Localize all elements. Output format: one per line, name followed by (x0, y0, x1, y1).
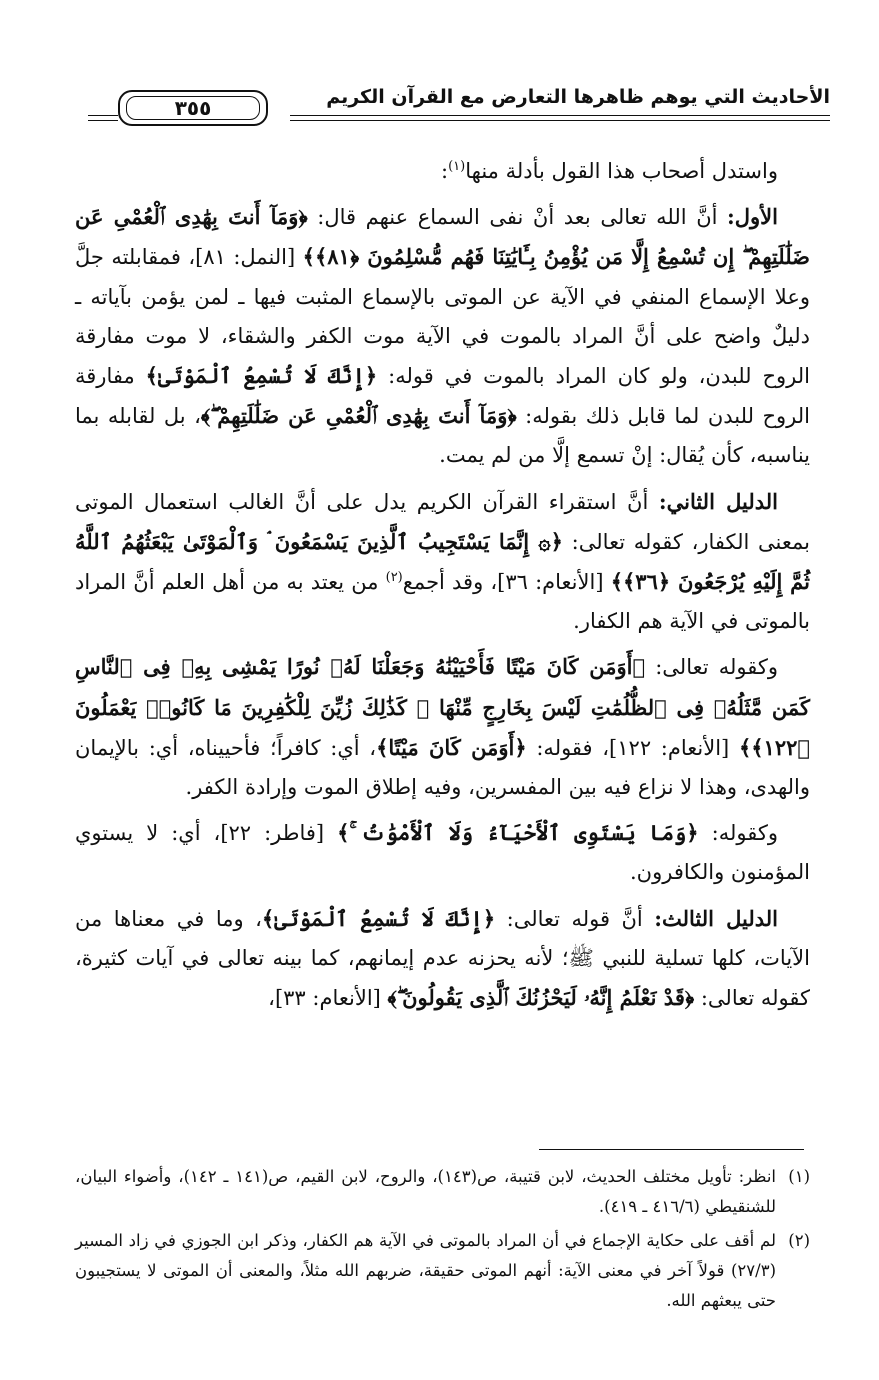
quran-verse: ﴿إِنَّكَ لَا تُسْمِعُ ٱلْمَوْتَىٰ﴾ (145, 363, 378, 389)
footnote-number: (٢) (788, 1231, 810, 1250)
quran-verse: ﴿إِنَّكَ لَا تُسْمِعُ ٱلْمَوْتَىٰ﴾ (261, 905, 496, 931)
text-run: أنَّ قوله تعالى: (495, 906, 655, 931)
text-run: [الأنعام: ٣٦]، وقد أجمع (402, 570, 611, 595)
footnote-ref[interactable]: (١) (448, 159, 466, 174)
text-run: أنَّ استقراء القرآن الكريم يدل على أنَّ الغالب استعمال الموتى بمعنى الكفار، كقوله تعالى: (75, 489, 810, 554)
page-number: ٣٥٥ (126, 96, 260, 120)
header-rule (290, 120, 830, 121)
text-run: [الأنعام: ٣٣]، (268, 986, 388, 1011)
text-run: : (441, 159, 449, 183)
footnote-separator (539, 1149, 804, 1150)
quran-verse: ﴿وَمَا يَسْتَوِى ٱلْأَحْيَآءُ وَلَا ٱلْأَمْوَٰتُ ۚ﴾ (337, 820, 699, 846)
header-title: الأحاديث التي يوهم ظاهرها التعارض مع القرآن الكريم (326, 86, 830, 108)
page-number-frame (118, 90, 268, 126)
paragraph-second-proof-cont2 (75, 813, 810, 892)
footnotes (75, 1162, 810, 1320)
text-run: مفارقة الروح للبدن لما قابل ذلك بقوله: (75, 364, 810, 429)
quran-verse: ﴿قَدْ نَعْلَمُ إِنَّهُۥ لَيَحْزُنُكَ ٱلَّذِى يَقُولُونَ ۖ﴾ (387, 985, 695, 1011)
paragraph-second-proof-cont (75, 647, 810, 807)
header-rule (88, 115, 118, 116)
header-rule (88, 120, 118, 121)
quran-verse: ﴿وَمَآ أَنتَ بِهَٰدِى ٱلْعُمْىِ عَن ضَلَٰلَتِهِمْ ۖ إِن تُسْمِعُ إِلَّا مَن يُؤْمِنُ بِـَٔايَٰتِنَا فَهُم مُّسْلِمُونَ ﴿٨١﴾﴾ (75, 204, 810, 270)
paragraph-second-proof (75, 482, 810, 642)
text-run: وكقوله تعالى: (645, 655, 778, 680)
section-lead: الدليل الثالث: (654, 905, 779, 931)
main-text (75, 152, 810, 1024)
quran-verse: ﴿۞ إِنَّمَا يَسْتَجِيبُ ٱلَّذِينَ يَسْمَعُونَ ۘ وَٱلْمَوْتَىٰ يَبْعَثُهُمُ ٱللَّهُ ثُمَّ إِلَيْهِ يُرْجَعُونَ ﴿٣٦﴾﴾ (75, 528, 810, 595)
section-lead: الدليل الثاني: (658, 488, 778, 514)
paragraph-intro (75, 152, 810, 191)
text-run: ، بل لقابله بما يناسبه، كأن يُقال: إنْ تسمع إلَّا من لم يمت. (75, 404, 810, 468)
footnote-text: لم أقف على حكاية الإجماع في أن المراد بالموتى في الآية هم الكفار، وذكر ابن الجوزي في زاد المسير (٢٧/٣) قولاً آخر في معنى الآية: أنهم الموتى حقيقة، ضربهم الله مثلاً، والمعنى أن الموتى لا يستجيبون حتى يبعثهم الله. (75, 1231, 776, 1310)
section-lead: الأول: (727, 204, 778, 230)
text-run: واستدل أصحاب هذا القول بأدلة منها (465, 159, 778, 183)
footnote-number: (١) (788, 1167, 810, 1186)
text-run: [فاطر: ٢٢]، أي: لا يستوي المؤمنون والكافرون. (75, 821, 810, 885)
text-run: وكقوله: (698, 821, 778, 846)
quran-verse: ﴿أَوَمَن كَانَ مَيْتًا﴾ (376, 734, 527, 760)
text-run: من يعتد به من أهل العلم أنَّ المراد بالموتى في الآية هم الكفار. (75, 570, 810, 634)
quran-verse: ﴿وَمَآ أَنتَ بِهَٰدِى ٱلْعُمْىِ عَن ضَلَٰلَتِهِمْ ۖ﴾ (200, 403, 517, 429)
text-run: ، وما في معناها من الآيات، كلها تسلية للنبي ﷺ؛ لأنه يحزنه عدم إيمانهم، كما بينه تعالى في آيات كثيرة، كقوله تعالى: (75, 906, 810, 1011)
text-run: [النمل: ٨١]، فمقابلته جلَّ وعلا الإسماع المنفي في الآية عن الموتى بالإسماع المثبت فيها ـ لمن يؤمن بآياته ـ دليلٌ واضح على أنَّ المراد بالموت في الآية موت الكفر والشقاء، لا موت مفارقة الروح للبدن، ولو كان المراد بالموت في قوله: (75, 245, 810, 389)
text-run: [الأنعام: ١٢٢]، فقوله: (526, 735, 739, 760)
header-rule (290, 115, 830, 116)
paragraph-first-proof (75, 197, 810, 475)
paragraph-third-proof (75, 899, 810, 1019)
text-run: أنَّ الله تعالى بعد أنْ نفى السماع عنهم قال: (307, 205, 728, 230)
footnote (75, 1162, 810, 1222)
footnote-ref[interactable]: (٢) (385, 570, 403, 586)
footnote (75, 1226, 810, 1316)
quran-verse: ﴿أَوَمَن كَانَ مَيْتًا فَأَحْيَيْنَٰهُ وَجَعَلْنَا لَهُۥ نُورًا يَمْشِى بِهِۦ فِى ٱلنَّاسِ كَمَن مَّثَلُهُۥ فِى ٱلظُّلُمَٰتِ لَيْسَ بِخَارِجٍ مِّنْهَا ۚ كَذَٰلِكَ زُيِّنَ لِلْكَٰفِرِينَ مَا كَانُوا۟ يَعْمَلُونَ ﴿١٢٢﴾﴾ (75, 654, 810, 760)
running-header (88, 84, 830, 128)
footnote-text: انظر: تأويل مختلف الحديث، لابن قتيبة، ص(١٤٣)، والروح، لابن القيم، ص(١٤١ ـ ١٤٢)، وأضواء البيان، للشنقيطي (٤١٦/٦ ـ ٤١٩). (75, 1167, 776, 1216)
text-run: ، أي: كافراً؛ فأحييناه، أي: بالإيمان والهدى، وهذا لا نزاع فيه بين المفسرين، وفيه إطلاق الموت وإرادة الكفر. (75, 735, 810, 800)
